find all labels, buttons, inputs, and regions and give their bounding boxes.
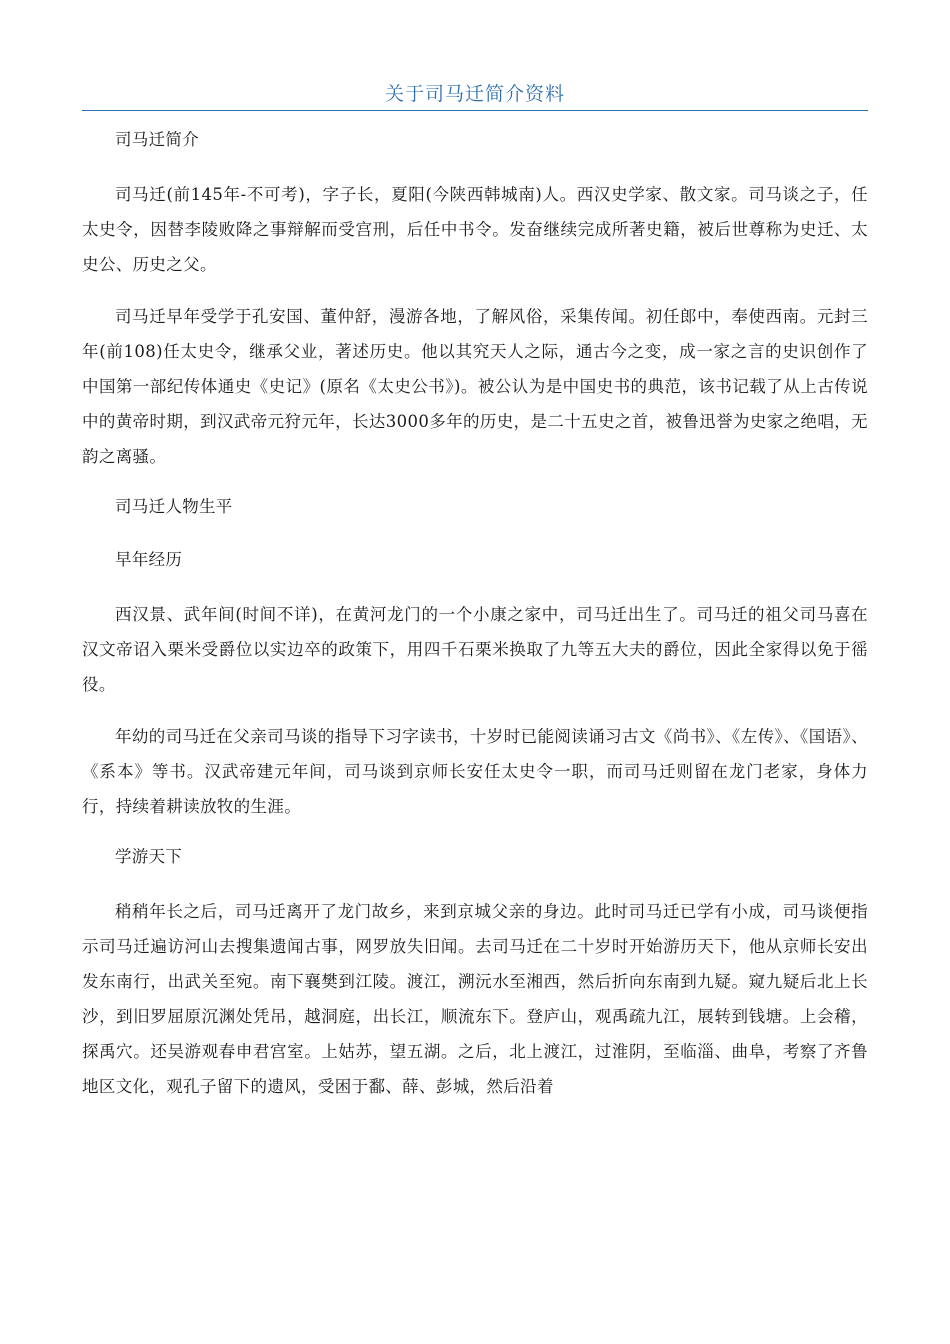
subsection-heading-early: 早年经历 (115, 550, 183, 569)
paragraph-intro-1: 司马迁(前145年-不可考)，字子长，夏阳(今陕西韩城南)人。西汉史学家、散文家。司马谈之子，任太史令，因替李陵败降之事辩解而受宫刑，后任中书令。发奋继续完成所著史籍，被后世尊称为史迁、太史公、历史之父。 (82, 185, 868, 274)
document-title: 关于司马迁简介资料 (384, 83, 565, 105)
subsection-heading-travel: 学游天下 (115, 847, 183, 866)
section-heading-intro: 司马迁简介 (115, 130, 199, 149)
section-heading-life: 司马迁人物生平 (115, 497, 233, 516)
document-header (82, 80, 868, 111)
document-body (82, 124, 868, 1121)
paragraph-early-2: 年幼的司马迁在父亲司马谈的指导下习字读书，十岁时已能阅读诵习古文《尚书》、《左传》、《国语》、《系本》等书。汉武帝建元年间，司马谈到京师长安任太史令一职，而司马迁则留在龙门老家，身体力行，持续着耕读放牧的生涯。 (82, 727, 868, 816)
paragraph-intro-2: 司马迁早年受学于孔安国、董仲舒，漫游各地，了解风俗，采集传闻。初任郎中，奉使西南。元封三年(前108)任太史令，继承父业，著述历史。他以其究天人之际，通古今之变，成一家之言的史识创作了中国第一部纪传体通史《史记》(原名《太史公书》)。被公认为是中国史书的典范，该书记载了从上古传说中的黄帝时期，到汉武帝元狩元年，长达3000多年的历史，是二十五史之首，被鲁迅誉为史家之绝唱，无韵之离骚。 (82, 307, 868, 466)
paragraph-travel-1: 稍稍年长之后，司马迁离开了龙门故乡，来到京城父亲的身边。此时司马迁已学有小成，司马谈便指示司马迁遍访河山去搜集遗闻古事，网罗放失旧闻。去司马迁在二十岁时开始游历天下，他从京师长安出发东南行，出武关至宛。南下襄樊到江陵。渡江，溯沅水至湘西，然后折向东南到九疑。窥九疑后北上长沙，到旧罗屈原沉渊处凭吊，越洞庭，出长江，顺流东下。登庐山，观禹疏九江，展转到钱塘。上会稽，探禹穴。还吴游观春申君宫室。上姑苏，望五湖。之后，北上渡江，过淮阴，至临淄、曲阜，考察了齐鲁地区文化，观孔子留下的遗风，受困于鄱、薛、彭城，然后沿着 (82, 902, 868, 1096)
paragraph-early-1: 西汉景、武年间(时间不详)，在黄河龙门的一个小康之家中，司马迁出生了。司马迁的祖父司马喜在汉文帝诏入栗米受爵位以实边卒的政策下，用四千石栗米换取了九等五大夫的爵位，因此全家得以免于徭役。 (82, 605, 868, 694)
